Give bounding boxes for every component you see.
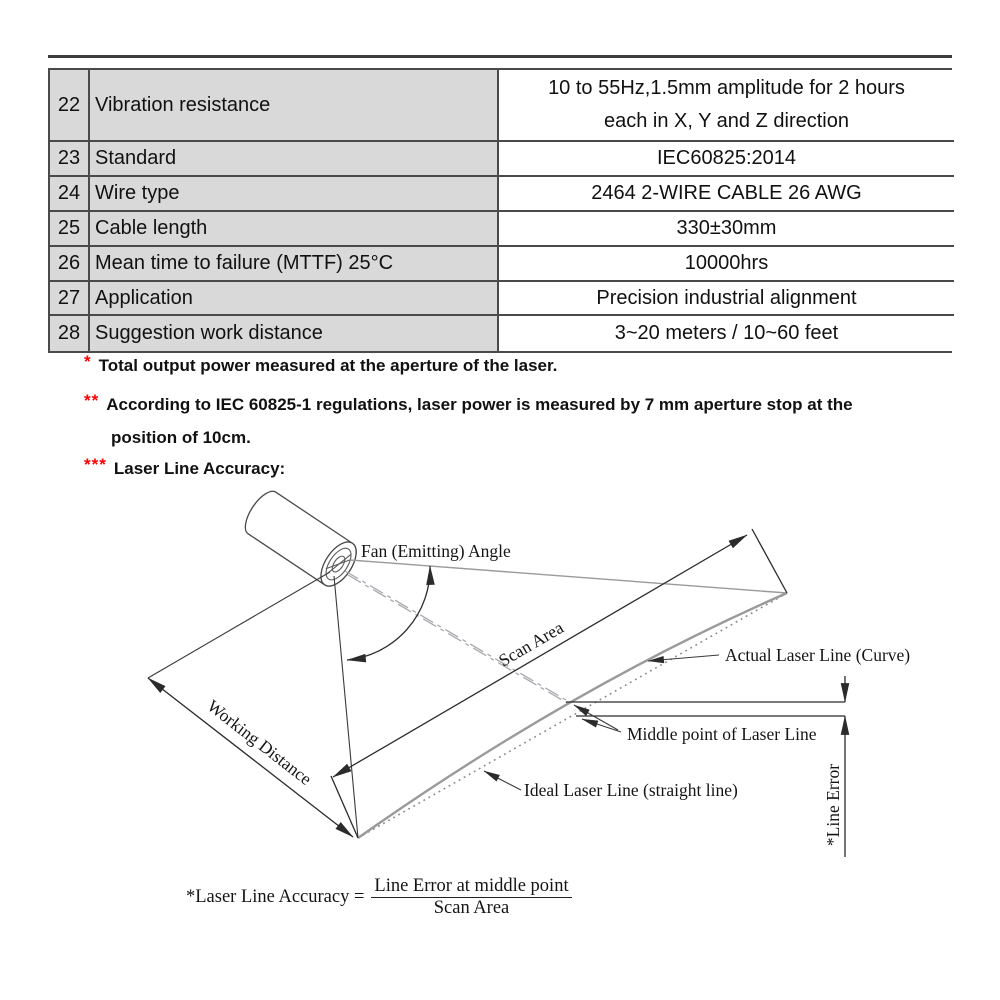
footnote-2 <box>84 391 853 415</box>
actual-laser-line-label: Actual Laser Line (Curve) <box>725 645 911 665</box>
row-value: Precision industrial alignment <box>499 282 954 316</box>
row-number: 23 <box>50 142 90 177</box>
spec-table <box>48 68 952 353</box>
row-value: IEC60825:2014 <box>499 142 954 177</box>
extension-right <box>752 529 787 593</box>
footnote-text: According to IEC 60825-1 regulations, laser power is measured by 7 mm aperture stop at the <box>106 395 853 414</box>
row-label: Standard <box>90 142 499 177</box>
ideal-laser-line-label: Ideal Laser Line (straight line) <box>524 780 738 800</box>
footnote-text: Laser Line Accuracy: <box>113 459 286 478</box>
fan-angle-label: Fan (Emitting) Angle <box>361 541 511 561</box>
accuracy-formula <box>186 877 572 918</box>
row-label: Wire type <box>90 177 499 212</box>
line-error-label: *Line Error <box>823 763 843 847</box>
asterisk: *** <box>84 455 107 474</box>
working-distance-dimension <box>148 678 353 837</box>
fan-edge-far <box>350 560 787 593</box>
row-number: 27 <box>50 282 90 316</box>
footnote-1 <box>84 352 558 376</box>
formula-lhs: *Laser Line Accuracy = <box>186 887 365 907</box>
row-value: 2464 2-WIRE CABLE 26 AWG <box>499 177 954 212</box>
row-number: 24 <box>50 177 90 212</box>
middle-point-label: Middle point of Laser Line <box>627 724 817 744</box>
footnote-2-line2 <box>84 428 251 448</box>
row-label: Application <box>90 282 499 316</box>
value-line-2: each in X, Y and Z direction <box>604 110 849 132</box>
value-line-1: 10 to 55Hz,1.5mm amplitude for 2 hours <box>548 77 905 99</box>
row-number: 26 <box>50 247 90 282</box>
row-value <box>499 70 954 142</box>
row-label: Cable length <box>90 212 499 247</box>
laser-pointer <box>239 486 363 592</box>
row-value: 10000hrs <box>499 247 954 282</box>
extension-left <box>331 776 358 838</box>
fan-angle-arc <box>347 566 430 660</box>
formula-denominator: Scan Area <box>433 898 510 918</box>
formula-fraction <box>371 877 571 918</box>
fan-edge-near <box>334 576 358 838</box>
row-number: 28 <box>50 316 90 351</box>
row-label: Vibration resistance <box>90 70 499 142</box>
footnote-3 <box>84 455 286 479</box>
row-value: 3~20 meters / 10~60 feet <box>499 316 954 351</box>
working-distance-label: Working Distance <box>203 695 316 789</box>
row-label: Suggestion work distance <box>90 316 499 351</box>
cropped-row-border <box>48 55 952 58</box>
footnote-text: Total output power measured at the aperture of the laser. <box>98 356 558 375</box>
row-number: 22 <box>50 70 90 142</box>
laser-line-accuracy-diagram <box>0 480 1000 940</box>
leader-middle-point-1 <box>574 705 618 730</box>
leader-ideal-line <box>484 771 521 790</box>
footnote-text: position of 10cm. <box>111 428 251 447</box>
scan-area-label: Scan Area <box>495 617 567 671</box>
row-number: 25 <box>50 212 90 247</box>
aperture-extension-line <box>148 572 330 678</box>
row-value: 330±30mm <box>499 212 954 247</box>
leader-actual-line <box>648 655 719 661</box>
asterisk: * <box>84 352 92 371</box>
formula-numerator: Line Error at middle point <box>371 877 571 898</box>
row-label: Mean time to failure (MTTF) 25°C <box>90 247 499 282</box>
asterisk: ** <box>84 391 100 410</box>
